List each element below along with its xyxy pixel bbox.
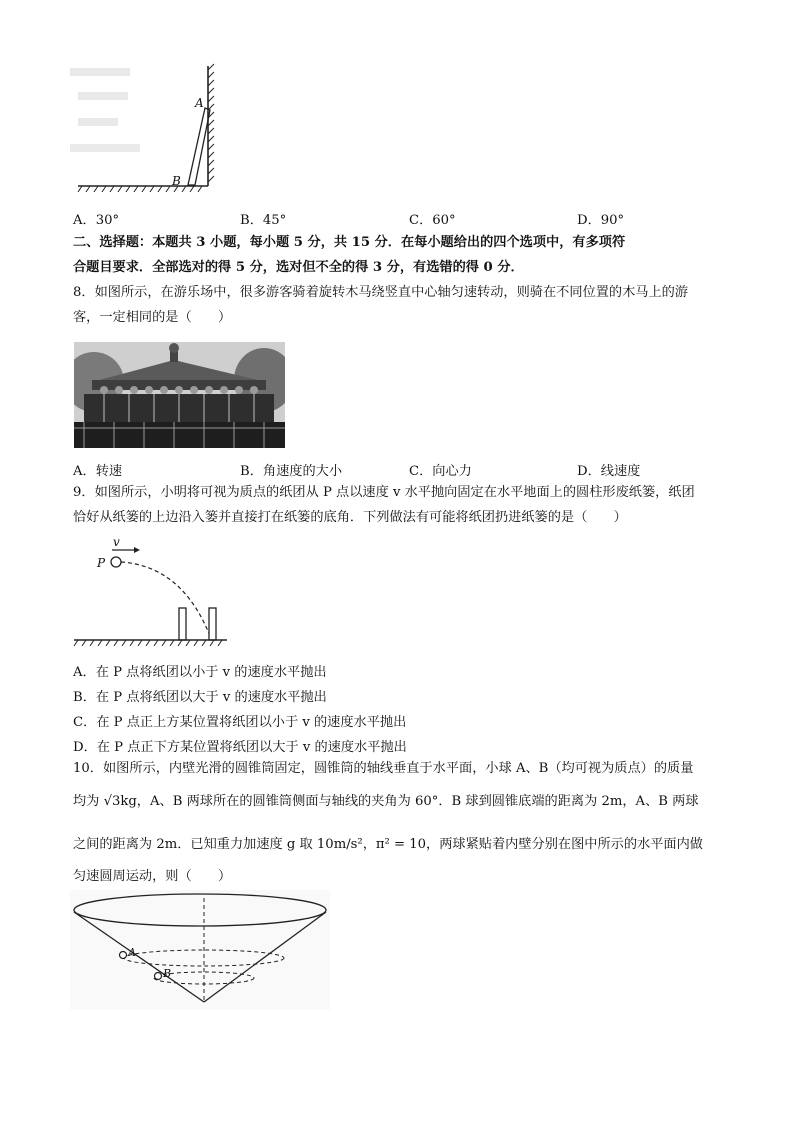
q8-option-d[interactable]: D．线速度 — [577, 464, 641, 479]
q7-option-a[interactable]: A．30° — [73, 213, 120, 228]
q10-cone-figure — [70, 890, 330, 1010]
q8-stem-line2: 客，一定相同的是（ ） — [73, 310, 232, 325]
q7-label-b: B — [172, 174, 181, 188]
q9-option-c[interactable]: C．在 P 点正上方某位置将纸团以小于 v 的速度水平抛出 — [73, 715, 407, 730]
q10-label-b: B — [163, 967, 172, 980]
q9-stem-line1: 9．如图所示，小明将可视为质点的纸团从 P 点以速度 v 水平抛向固定在水平地面上的圆柱形废纸篓，纸团 — [73, 485, 695, 500]
q8-option-a[interactable]: A．转速 — [73, 464, 123, 479]
q10-stem-line3: 之间的距离为 2m．已知重力加速度 g 取 10m/s²，π² = 10，两球紧贴着内壁分别在图中所示的水平面内做 — [73, 837, 703, 852]
q10-stem-line1: 10．如图所示，内壁光滑的圆锥筒固定，圆锥筒的轴线垂直于水平面，小球 A、B（均可视为质点）的质量 — [73, 761, 694, 776]
q7-option-b[interactable]: B．45° — [240, 213, 287, 228]
q9-label-p: P — [97, 556, 106, 570]
q9-stem-line2: 恰好从纸篓的上边沿入篓并直接打在纸篓的底角．下列做法有可能将纸团扔进纸篓的是（ ） — [73, 510, 627, 525]
q7-rod-figure — [68, 62, 228, 192]
q9-trajectory-figure — [72, 536, 232, 648]
q9-label-v: v — [113, 535, 120, 549]
q8-option-b[interactable]: B．角速度的大小 — [240, 464, 343, 479]
q9-option-a[interactable]: A．在 P 点将纸团以小于 v 的速度水平抛出 — [73, 665, 327, 680]
q10-stem-line4: 匀速圆周运动，则（ ） — [73, 869, 232, 884]
section2-instructions-line2: 合题目要求．全部选对的得 5 分，选对但不全的得 3 分，有选错的得 0 分． — [73, 260, 524, 275]
carousel-photo — [74, 342, 285, 448]
q7-option-c[interactable]: C．60° — [409, 213, 456, 228]
q7-label-a: A — [195, 96, 204, 110]
q7-option-d[interactable]: D．90° — [577, 213, 625, 228]
q9-option-b[interactable]: B．在 P 点将纸团以大于 v 的速度水平抛出 — [73, 690, 327, 705]
q10-stem-line2: 均为 √3kg，A、B 两球所在的圆锥筒侧面与轴线的夹角为 60°．B 球到圆锥底端的距离为 2m，A、B 两球 — [73, 794, 699, 809]
section2-instructions-line1: 二、选择题：本题共 3 小题，每小题 5 分，共 15 分．在每小题给出的四个选项中，有多项符 — [73, 235, 626, 250]
q10-label-a: A — [128, 946, 136, 959]
q8-stem-line1: 8．如图所示，在游乐场中，很多游客骑着旋转木马绕竖直中心轴匀速转动，则骑在不同位置的木马上的游 — [73, 285, 689, 300]
q8-option-c[interactable]: C．向心力 — [409, 464, 472, 479]
q9-option-d[interactable]: D．在 P 点正下方某位置将纸团以大于 v 的速度水平抛出 — [73, 740, 407, 755]
